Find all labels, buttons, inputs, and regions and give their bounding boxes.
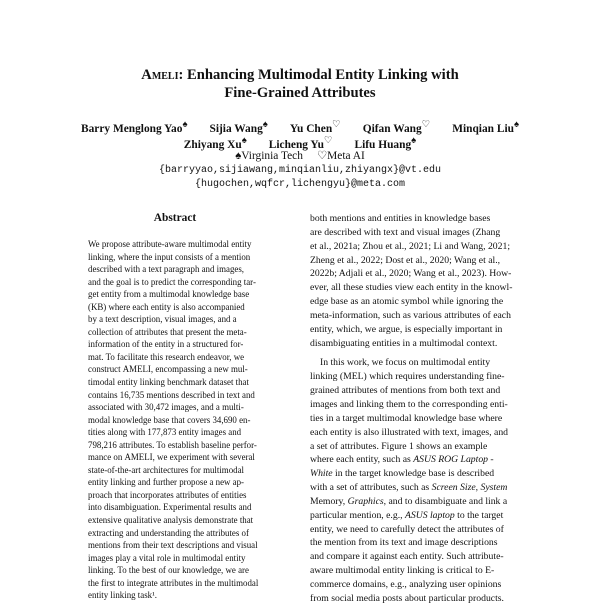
abstract-line: associated with 30,472 images, and a multi- [88, 402, 244, 413]
author-name: Lifu Huang [354, 138, 412, 151]
abstract-line: by a text description, visual images, and a [88, 314, 237, 325]
abstract-line: mat. To facilitate this research endeavor, we [88, 351, 245, 362]
author-name: Qifan Wang [362, 122, 422, 135]
body-line: with a set of attributes, such as Screen Size, System [310, 482, 508, 494]
body-line: ties in a target multimodal knowledge base where [310, 412, 503, 424]
body-line: White in the target knowledge base is described [310, 468, 495, 480]
title-sc-word: Ameli [141, 67, 179, 83]
body-line: and compare it against each entity. Such attribute- [310, 551, 504, 563]
abstract-line: get entity from a multimodal knowledge base [88, 289, 250, 300]
abstract-line: collection of attributes that present the meta- [88, 326, 247, 337]
body-line: particular mention, e.g., ASUS laptop to the target [310, 509, 504, 521]
body-line: each entity is also illustrated with text, images, and [310, 426, 509, 438]
author-name: Zhiyang Xu [183, 138, 242, 151]
author-name: Sijia Wang [209, 122, 263, 135]
abstract-line: information of the entity in a structured for- [88, 339, 244, 350]
abstract-line: linking, where the input consists of a mention [88, 251, 251, 262]
abstract-line: We propose attribute-aware multimodal entity [88, 239, 252, 249]
body-line: entity, we need to carefully detect the attributes of [310, 523, 504, 535]
abstract-heading: Abstract [153, 212, 197, 224]
abstract-line: the first to integrate attributes in the multimodal [88, 577, 259, 588]
body-line: disambiguating entities in a multimodal context. [310, 337, 498, 349]
affiliations [70, 149, 530, 164]
abstract-line: extracting and understanding the attributes of [88, 527, 249, 538]
body-line: commerce domains, e.g., analyzing user opinions [310, 578, 502, 590]
body-line: from social media posts about particular products. [310, 592, 504, 604]
author-mark: ♡ [421, 120, 431, 130]
abstract-line: 798,216 attributes. To establish baseline perfor- [88, 439, 257, 450]
author-mark: ♠ [182, 120, 188, 130]
abstract-line: and the goal is to predict the corresponding tar- [88, 276, 256, 287]
body-line: aware multimodal entity linking is critical to E- [310, 565, 495, 577]
body-line: 2022b; Adjali et al., 2020; Wang et al., 2023). How- [310, 268, 512, 280]
author-mark: ♠ [411, 136, 417, 146]
abstract-line: (KB) where each entity is also accompanied [88, 301, 245, 312]
author-mark: ♠ [513, 120, 519, 130]
author-mark: ♠ [262, 120, 268, 130]
body-line: linking (MEL) which requires understanding fine- [310, 371, 505, 383]
email-line-2: {hugochen,wqfcr,lichengyu}@meta.com [194, 179, 406, 190]
abstract-line: entity linking and further propose a new ap- [88, 477, 245, 488]
body-line: where each entity, such as ASUS ROG Laptop - [310, 454, 494, 466]
author-name: Barry Menglong Yao [81, 122, 183, 135]
abstract-line: entity linking task¹. [88, 590, 157, 601]
body-line: Zheng et al., 2022; Dost et al., 2020; Wang et al., [310, 254, 501, 266]
body-column-right [310, 212, 536, 606]
affiliation-virginia-tech: ♠Virginia Tech [235, 150, 303, 162]
title-line-2: Fine-Grained Attributes [224, 85, 376, 101]
author-name: Yu Chen [289, 122, 333, 135]
abstract-line: construct AMELI, encompassing a new mul- [88, 364, 248, 375]
abstract-line: extensive qualitative analysis demonstrate that [88, 515, 254, 526]
body-line: Memory, Graphics, and to disambiguate and link a [310, 495, 508, 507]
body-line: et al., 2021a; Zhou et al., 2021; Li and Wang, 2021; [310, 240, 511, 252]
body-line: images and linking them to the corresponding enti- [310, 398, 508, 410]
abstract-line: linking. To the best of our knowledge, we are [88, 565, 249, 576]
abstract-body [88, 238, 284, 602]
abstract-line: mentions from their text descriptions and visual [88, 540, 258, 551]
title-line-1-rest: : Enhancing Multimodal Entity Linking with [178, 67, 459, 83]
title-line-1 [60, 66, 540, 84]
body-line: are described with text and visual images (Zhang [310, 226, 501, 238]
body-line: meta-information, such as various attributes of each [310, 309, 511, 321]
abstract-line: proach that incorporates attributes of entities [88, 489, 247, 500]
affiliation-meta-ai: ♡Meta AI [316, 150, 365, 162]
body-line: In this work, we focus on multimodal entity [320, 357, 491, 369]
paper-title [60, 66, 540, 102]
abstract-line: into disambiguation. Experimental results and [88, 502, 252, 513]
author-mark: ♠ [241, 136, 247, 146]
abstract-line: contains 16,735 mentions described in text and [88, 389, 255, 400]
author-mark: ♡ [323, 136, 333, 146]
abstract-line: modal knowledge base that covers 34,690 en- [88, 414, 251, 425]
body-line: a set of attributes. Figure 1 shows an example [310, 440, 488, 452]
body-line: both mentions and entities in knowledge bases [310, 213, 491, 224]
body-line: entity, which, we argue, is especially important in [310, 323, 503, 335]
abstract-line: mance on AMELI, we experiment with several [88, 452, 255, 463]
body-line: edge base as an atomic symbol while ignoring the [310, 296, 504, 308]
abstract-line: described with a text paragraph and images, [88, 264, 244, 275]
abstract-line: images play a vital role in multimodal entity [88, 552, 246, 563]
body-paragraph-1 [310, 212, 536, 350]
abstract-line: tities along with 177,873 entity images and [88, 427, 242, 438]
body-line: the mention from its text and image descriptions [310, 537, 498, 549]
body-paragraph-2 [310, 356, 536, 605]
author-mark: ♡ [332, 120, 341, 130]
abstract-line: state-of-the-art architectures for multimodal [88, 464, 244, 475]
author-name: Licheng Yu [268, 138, 324, 151]
body-line: grained attributes of mentions from both text and [310, 385, 501, 397]
email-line-1: {barryyao,sijiawang,minqianliu,zhiyangx}@vt.edu [158, 165, 442, 176]
author-name: Minqian Liu [452, 122, 514, 135]
abstract-line: timodal entity linking benchmark dataset that [88, 377, 249, 388]
body-line: ever, all these studies view each entity in the knowl- [310, 282, 513, 294]
